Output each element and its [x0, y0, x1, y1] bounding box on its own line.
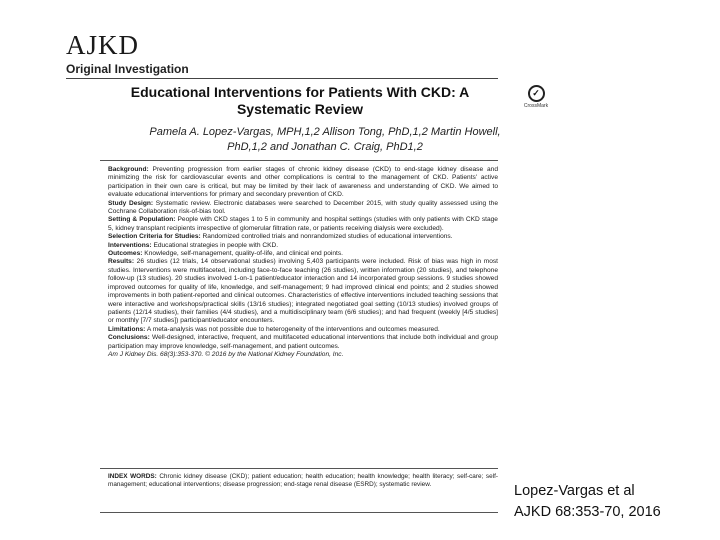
abstract-study-design: Study Design: Systematic review. Electronic databases were searched to December 2015, with study quality assessed using the Cochrane Collaboration risk-of-bias tool.: [108, 199, 498, 216]
header-rule: [66, 78, 498, 79]
index-words-text: Chronic kidney disease (CKD); patient education; health education; health knowledge; health literacy; self-care; self-management; educational interventions; disease progression; end-stage renal disease (ESRD); systematic review.: [108, 473, 498, 489]
journal-logo: AJKD: [66, 30, 140, 60]
journal-citation: Am J Kidney Dis. 68(3):353-370. © 2016 by the National Kidney Foundation, Inc.: [108, 350, 344, 358]
section-label: Original Investigation: [66, 62, 189, 76]
author-list: Pamela A. Lopez-Vargas, MPH,1,2 Allison Tong, PhD,1,2 Martin Howell, PhD,1,2 and Jonathan C. Craig, PhD1,2: [149, 126, 501, 153]
abstract-interventions: Interventions: Educational strategies in people with CKD.: [108, 241, 279, 249]
abstract-setting: Setting & Population: People with CKD stages 1 to 5 in community and hospital settings (studies with only patients with CKD stage 5, kidney transplant recipients irrespective of glomerular filtration rate, or patients receiving dialysis were excluded).: [108, 216, 498, 232]
crossmark-label: CrossMark: [523, 103, 549, 109]
abstract-outcomes: Outcomes: Knowledge, self-management, quality-of-life, and clinical end points.: [108, 250, 343, 258]
abstract-rule: [100, 160, 498, 161]
slide-citation: [514, 481, 714, 523]
crossmark-badge[interactable]: [523, 85, 549, 109]
abstract-conclusions: Conclusions: Well-designed, interactive, frequent, and multifaceted educational interventions that include both individual and group participation may improve knowledge, self-management, and patient outcomes.: [108, 334, 499, 350]
abstract-results: Results: 26 studies (12 trials, 14 observational studies) involving 5,403 participants were included. Risk of bias was high in most studies. Interventions were multifaceted, including face-to-face teaching (26 studies), written information (20 studies), and telephone follow-up (13 studies). 20 studies involved 1-on-1 patient/educator interaction and 14 incorporated group sessions. 9 studies showed improved outcomes for quality of life, knowledge, and self-management; 9 had improved clinical end points; and 2 studies showed improvements in both patient-reported and clinical outcomes. Characteristics of effective interventions included teaching sessions that were interactive and workshops/practical skills (13/16 studies); integrated negotiated goal setting (10/13 studies) involved groups of patients (12/14 studies), their families (4/4 studies), and a multidisciplinary team (6/6 studies); and had frequent (weekly [4/5 studies] or monthly [7/7 studies]) participant/educator encounters.: [108, 258, 498, 325]
crossmark-icon: ✓: [528, 85, 545, 102]
paper-title: Educational Interventions for Patients With CKD: A Systematic Review: [130, 84, 470, 117]
keywords-rule: [100, 468, 498, 469]
abstract-background: Background: Preventing progression from earlier stages of chronic kidney disease (CKD) to end-stage kidney disease and minimizing the risk for cardiovascular events and other complications is central to the management of CKD. Patients' active participation in their own care is critical, but may be limited by their lack of awareness and understanding of CKD. We aimed to evaluate educational interventions for primary and secondary prevention of CKD.: [108, 166, 499, 199]
citation-journal: AJKD 68:353-70, 2016: [514, 504, 661, 520]
index-words: [108, 473, 498, 489]
footer-rule: [100, 512, 498, 513]
citation-authors: Lopez-Vargas et al: [514, 483, 635, 499]
abstract-selection: Selection Criteria for Studies: Randomized controlled trials and nonrandomized studies of educational interventions.: [108, 233, 453, 241]
abstract: [108, 166, 498, 359]
abstract-limitations: Limitations: A meta-analysis was not possible due to heterogeneity of the interventions and outcomes measured.: [108, 325, 440, 333]
index-words-label: INDEX WORDS:: [108, 473, 157, 480]
